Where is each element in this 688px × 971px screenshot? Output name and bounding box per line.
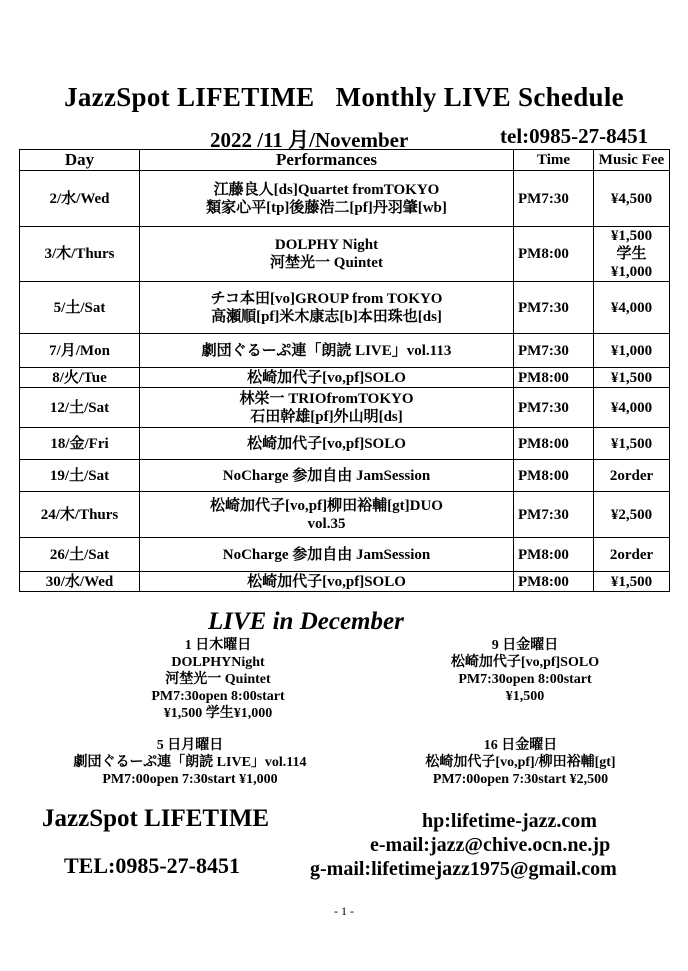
time-cell-line: PM7:30 (518, 299, 569, 316)
performance-cell (140, 368, 514, 388)
performance-cell (140, 282, 514, 334)
performance-cell (140, 227, 514, 282)
table-row (20, 388, 670, 428)
time-cell (514, 460, 594, 492)
event-line: 16 日金曜日 (483, 738, 558, 753)
schedule-table (19, 149, 670, 592)
fee-cell (594, 388, 670, 428)
time-cell (514, 538, 594, 572)
performance-cell (140, 572, 514, 592)
fee-cell (594, 460, 670, 492)
performance-cell (140, 428, 514, 460)
performance-cell-line: vol.35 (307, 515, 346, 532)
day-cell-line: 2/水/Wed (49, 190, 110, 207)
time-cell-line: PM7:30 (518, 506, 569, 523)
performance-cell-line: 高瀬順[pf]米木康志[b]本田珠也[ds] (211, 308, 442, 325)
time-cell (514, 227, 594, 282)
time-cell (514, 428, 594, 460)
event-line: 1 日木曜日 (184, 638, 252, 653)
day-cell (20, 460, 140, 492)
day-cell-line: 24/木/Thurs (40, 506, 119, 523)
event-line: DOLPHYNight (171, 655, 265, 670)
fee-cell-line: 2order (609, 546, 654, 563)
time-cell-line: PM8:00 (518, 246, 569, 262)
event-line: PM7:00open 7:30start ¥2,500 (432, 772, 609, 787)
fee-cell-line: ¥1,500 (610, 228, 653, 244)
fee-cell (594, 428, 670, 460)
table-header-row (20, 150, 670, 171)
performance-cell (140, 334, 514, 368)
event-line: 劇団ぐるーぷ連「朗読 LIVE」vol.114 (73, 755, 307, 770)
table-row (20, 334, 670, 368)
performance-cell-line: 石田幹雄[pf]外山明[ds] (250, 408, 403, 425)
time-cell (514, 368, 594, 388)
fee-cell-line: ¥1,500 (610, 573, 653, 590)
column-header-time: Time (514, 150, 594, 171)
performance-cell-line: 松崎加代子[vo,pf]SOLO (247, 369, 406, 386)
december-event-1 (118, 637, 318, 722)
column-header-fee: Music Fee (594, 150, 670, 171)
event-line: 松崎加代子[vo,pf]/柳田裕輔[gt] (425, 755, 616, 770)
time-cell-line: PM8:00 (518, 435, 569, 452)
fee-cell-line: ¥4,000 (610, 299, 653, 316)
fee-cell-line: ¥4,500 (610, 190, 653, 207)
table-row (20, 538, 670, 572)
day-cell (20, 388, 140, 428)
day-cell-line: 18/金/Fri (50, 435, 109, 452)
december-title: LIVE in December (208, 608, 404, 635)
day-cell (20, 572, 140, 592)
day-cell-line: 8/火/Tue (52, 369, 107, 386)
fee-cell-line: ¥1,500 (610, 435, 653, 452)
time-cell (514, 492, 594, 538)
performance-cell-line: 劇団ぐるーぷ連「朗読 LIVE」vol.113 (201, 342, 452, 359)
day-cell (20, 428, 140, 460)
table-row (20, 171, 670, 227)
table-row (20, 428, 670, 460)
time-cell (514, 171, 594, 227)
day-cell (20, 368, 140, 388)
performance-cell-line: 林栄一 TRIOfromTOKYO (239, 390, 414, 407)
performance-cell-line: 江藤良人[ds]Quartet fromTOKYO (213, 181, 440, 198)
email-link[interactable]: e-mail:jazz@chive.ocn.ne.jp (370, 834, 611, 856)
time-cell-line: PM8:00 (518, 467, 569, 484)
fee-cell-line: 学生¥1,000 (610, 246, 653, 280)
month-label: 2022 /11 月/November (210, 128, 409, 152)
event-line: PM7:30open 8:00start (458, 672, 592, 687)
event-line: PM7:00open 7:30start ¥1,000 (102, 772, 278, 787)
table-row (20, 492, 670, 538)
time-cell-line: PM7:30 (518, 399, 569, 416)
fee-cell (594, 492, 670, 538)
day-cell-line: 3/木/Thurs (44, 246, 115, 262)
day-cell (20, 334, 140, 368)
day-cell-line: 19/土/Sat (49, 467, 110, 484)
fee-cell-line: ¥1,500 (610, 369, 653, 386)
time-cell (514, 388, 594, 428)
event-line: 河埜光一 Quintet (165, 672, 271, 687)
performance-cell-line: 松崎加代子[vo,pf]SOLO (247, 435, 406, 452)
performance-cell (140, 492, 514, 538)
time-cell (514, 334, 594, 368)
column-header-day: Day (20, 150, 140, 171)
table-row (20, 572, 670, 592)
performance-cell-line: 松崎加代子[vo,pf]柳田裕輔[gt]DUO (210, 497, 443, 514)
performance-cell (140, 388, 514, 428)
homepage-link[interactable]: hp:lifetime-jazz.com (422, 810, 597, 832)
performance-cell-line: DOLPHY Night (274, 237, 379, 253)
event-line: PM7:30open 8:00start (151, 689, 285, 704)
december-event-2 (425, 637, 625, 705)
day-cell (20, 171, 140, 227)
fee-cell (594, 227, 670, 282)
fee-cell (594, 368, 670, 388)
day-cell-line: 5/土/Sat (53, 299, 106, 316)
fee-cell-line: ¥1,000 (610, 342, 653, 359)
table-row (20, 282, 670, 334)
time-cell-line: PM8:00 (518, 546, 569, 563)
day-cell-line: 30/水/Wed (45, 573, 114, 590)
performance-cell-line: 類家心平[tp]後藤浩二[pf]丹羽肇[wb] (206, 199, 447, 216)
performance-cell-line: NoCharge 参加自由 JamSession (222, 467, 431, 484)
day-cell (20, 538, 140, 572)
table-row (20, 460, 670, 492)
time-cell-line: PM7:30 (518, 190, 569, 207)
time-cell (514, 282, 594, 334)
time-cell-line: PM7:30 (518, 342, 569, 359)
day-cell (20, 227, 140, 282)
time-cell (514, 572, 594, 592)
footer-venue-name: JazzSpot LIFETIME (42, 805, 270, 832)
time-cell-line: PM8:00 (518, 573, 569, 590)
event-line: 9 日金曜日 (491, 638, 559, 653)
fee-cell (594, 538, 670, 572)
fee-cell-line: ¥2,500 (610, 506, 653, 523)
fee-cell (594, 171, 670, 227)
table-row (20, 368, 670, 388)
fee-cell-line: ¥4,000 (610, 399, 653, 416)
fee-cell (594, 282, 670, 334)
event-line: ¥1,500 (505, 689, 545, 704)
fee-cell-line: 2order (609, 467, 654, 484)
performance-cell-line: チコ本田[vo]GROUP from TOKYO (210, 290, 443, 307)
performance-cell (140, 460, 514, 492)
day-cell-line: 7/月/Mon (49, 342, 110, 359)
event-line: 松崎加代子[vo,pf]SOLO (450, 655, 600, 670)
event-line: 5 日月曜日 (156, 738, 224, 753)
page-title: JazzSpot LIFETIME Monthly LIVE Schedule (64, 82, 624, 112)
footer-tel: TEL:0985-27-8451 (64, 853, 240, 878)
gmail-link[interactable]: g-mail:lifetimejazz1975@gmail.com (310, 858, 617, 880)
day-cell (20, 492, 140, 538)
december-event-4 (388, 737, 653, 788)
performance-cell-line: 松崎加代子[vo,pf]SOLO (247, 573, 406, 590)
day-cell-line: 26/土/Sat (49, 546, 110, 563)
page-number: - 1 - (334, 904, 354, 918)
performance-cell-line: NoCharge 参加自由 JamSession (222, 546, 431, 563)
table-row (20, 227, 670, 282)
december-event-3 (40, 737, 340, 788)
time-cell-line: PM8:00 (518, 369, 569, 386)
fee-cell (594, 334, 670, 368)
fee-cell (594, 572, 670, 592)
day-cell-line: 12/土/Sat (49, 399, 110, 416)
day-cell (20, 282, 140, 334)
header-tel: tel:0985-27-8451 (500, 124, 649, 148)
performance-cell (140, 171, 514, 227)
performance-cell-line: 河埜光一 Quintet (270, 255, 383, 271)
performance-cell (140, 538, 514, 572)
column-header-performances: Performances (140, 150, 514, 171)
event-line: ¥1,500 学生¥1,000 (163, 706, 273, 721)
